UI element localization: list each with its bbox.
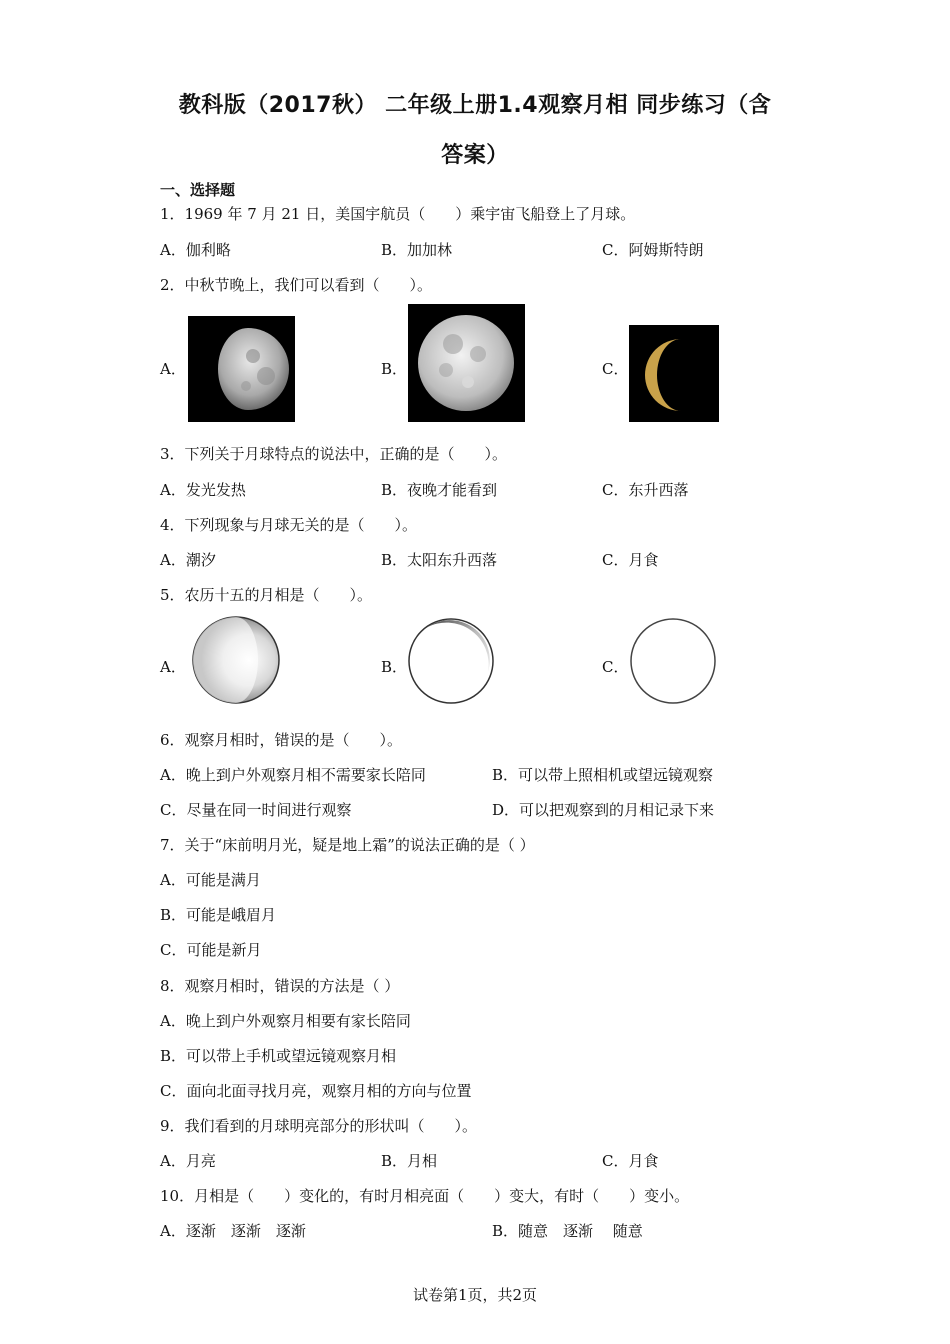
q8-option-b: B．可以带上手机或望远镜观察月相 [160, 1047, 397, 1065]
question-2-stem: 2．中秋节晚上，我们可以看到（ ）。 [160, 276, 433, 294]
q7-option-b: B．可能是峨眉月 [160, 906, 277, 924]
q7-option-a: A．可能是满月 [160, 871, 261, 889]
q10-option-b: B．随意 逐渐 随意 [492, 1222, 643, 1240]
q9-option-b: B．月相 [381, 1152, 438, 1170]
q2-option-b: B． [381, 360, 408, 378]
question-6-stem: 6．观察月相时，错误的是（ ）。 [160, 731, 403, 749]
q4-option-c: C．月食 [602, 551, 659, 569]
document-title-line2: 答案） [441, 143, 509, 168]
q5-option-a: A． [160, 658, 186, 676]
q9-option-c: C．月食 [602, 1152, 659, 1170]
q1-option-a: A．伽利略 [160, 241, 231, 259]
full-moon-drawing [628, 616, 718, 710]
q2-option-c: C． [602, 360, 629, 378]
question-7-stem: 7．关于“床前明月光，疑是地上霜”的说法正确的是（ ） [160, 836, 535, 854]
crescent-moon-drawing [406, 616, 496, 710]
page-footer: 试卷第1页，共2页 [412, 1286, 538, 1304]
q4-option-a: A．潮汐 [160, 551, 216, 569]
q3-option-b: B．夜晚才能看到 [381, 481, 498, 499]
q7-option-c: C．可能是新月 [160, 941, 262, 959]
section-heading: 一、选择题 [160, 181, 236, 199]
question-8-stem: 8．观察月相时，错误的方法是（ ） [160, 977, 400, 995]
q10-option-a: A．逐渐 逐渐 逐渐 [160, 1222, 306, 1240]
q6-option-a: A．晚上到户外观察月相不需要家长陪同 [160, 766, 426, 784]
question-1-stem: 1．1969 年 7 月 21 日，美国宇航员（ ）乘宇宙飞船登上了月球。 [160, 205, 636, 223]
q8-option-a: A．晚上到户外观察月相要有家长陪同 [160, 1012, 411, 1030]
document-title-line1: 教科版（2017秋） 二年级上册1.4观察月相 同步练习（含 [178, 93, 772, 118]
gibbous-moon-photo [188, 316, 295, 426]
q3-option-a: A．发光发热 [160, 481, 246, 499]
q9-option-a: A．月亮 [160, 1152, 216, 1170]
crescent-moon-photo [629, 325, 719, 426]
q5-option-c: C． [602, 658, 629, 676]
question-5-stem: 5．农历十五的月相是（ ）。 [160, 586, 373, 604]
question-4-stem: 4．下列现象与月球无关的是（ ）。 [160, 516, 418, 534]
q4-option-b: B．太阳东升西落 [381, 551, 498, 569]
question-10-stem: 10．月相是（ ）变化的，有时月相亮面（ ）变大，有时（ ）变小。 [160, 1187, 690, 1205]
question-9-stem: 9．我们看到的月球明亮部分的形状叫（ ）。 [160, 1117, 478, 1135]
q6-option-c: C．尽量在同一时间进行观察 [160, 801, 352, 819]
q8-option-c: C．面向北面寻找月亮，观察月相的方向与位置 [160, 1082, 472, 1100]
q6-option-b: B．可以带上照相机或望远镜观察 [492, 766, 714, 784]
waning-moon-drawing [190, 614, 282, 710]
q5-option-b: B． [381, 658, 408, 676]
q6-option-d: D．可以把观察到的月相记录下来 [492, 801, 715, 819]
question-3-stem: 3．下列关于月球特点的说法中，正确的是（ ）。 [160, 445, 508, 463]
q1-option-c: C．阿姆斯特朗 [602, 241, 704, 259]
q1-option-b: B．加加林 [381, 241, 453, 259]
full-moon-photo [408, 304, 525, 426]
q2-option-a: A． [160, 360, 186, 378]
q3-option-c: C．东升西落 [602, 481, 689, 499]
